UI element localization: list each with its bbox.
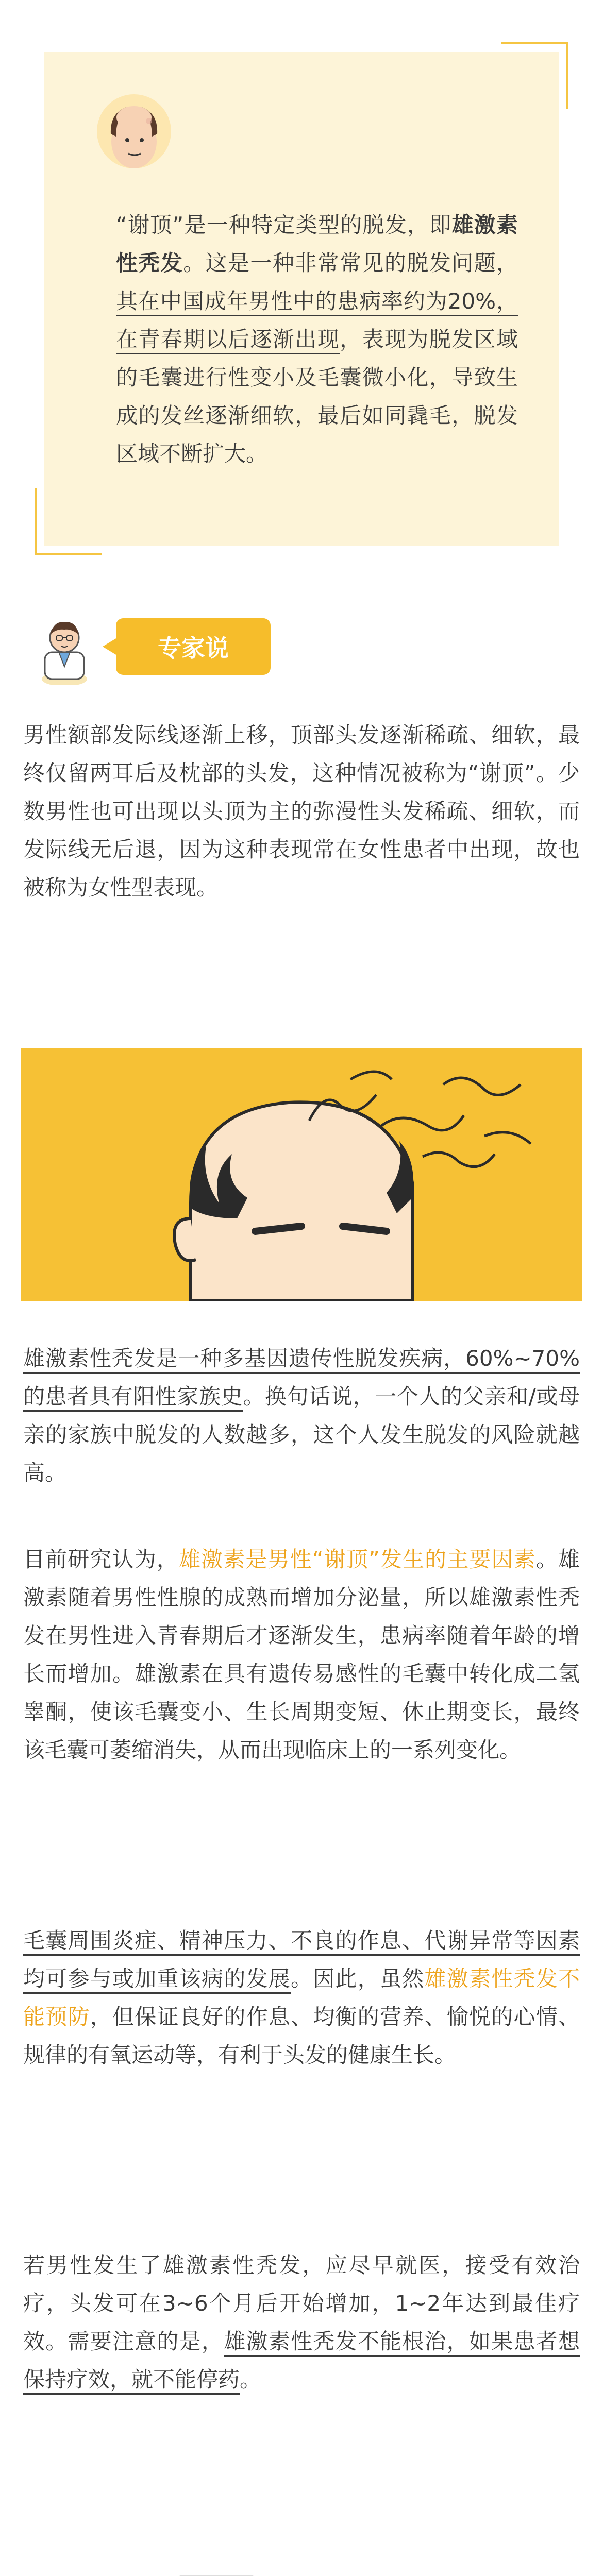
expert-paragraph — [23, 1540, 580, 1769]
paragraph-text: 。换句话说，一个人的父亲和/或母亲的家族中脱发的人数越多，这个人发生脱发的风险就越高。 — [23, 1384, 580, 1485]
paragraph-highlight: 雄激素性秃发不能根治，如果患者想保持疗效，就不能停药 — [23, 2329, 580, 2395]
expert-says-label: 专家说 — [116, 618, 271, 675]
intro-paragraph — [116, 206, 518, 473]
paragraph-text: 。 — [240, 2367, 262, 2392]
expert-paragraph: 男性额部发际线逐渐上移，顶部头发逐渐稀疏、细软，最终仅留两耳后及枕部的头发，这种情况被称为“谢顶”。少数男性也可出现以头顶为主的弥漫性头发稀疏、细软，而发际线无后退，因为这种表现常在女性患者中出现，故也被称为女性型表现。 — [23, 722, 580, 900]
paragraph-highlight: 雄激素性秃发是一种多基因遗传性脱发疾病，60%~70%的患者具有阳性家族史 — [23, 1346, 580, 1412]
balding-man-icon — [95, 93, 173, 170]
corner-decoration — [501, 42, 568, 109]
paragraph-emphasis: 雄激素性秃发不能预防 — [23, 1966, 580, 2029]
paragraph-emphasis: 雄激素是男性“谢顶”发生的主要因素 — [178, 1547, 536, 1572]
hair-loss-illustration — [21, 1048, 582, 1301]
paragraph-text: 。因此，虽然 — [290, 1966, 425, 1991]
paragraph-highlight: 毛囊周围炎症、精神压力、不良的作息、代谢异常等因素均可参与或加重该病的发展 — [23, 1928, 580, 1994]
medicine-bottles-illustration — [21, 2514, 582, 2576]
paragraph-text: ，但保证良好的作息、均衡的营养、愉悦的心情、规律的有氧运动等，有利于头发的健康生长。 — [23, 2004, 580, 2067]
paragraph-text: 目前研究认为， — [23, 1547, 179, 1572]
intro-term: 雄激素性秃发 — [116, 212, 518, 276]
intro-card — [44, 52, 559, 546]
expert-paragraph — [23, 1922, 580, 2074]
intro-text: “谢顶”是一种特定类型的脱发，即 — [116, 212, 452, 238]
intro-text: ，表现为脱发区域的毛囊进行性变小及毛囊微小化，导致生成的发丝逐渐细软，最后如同毳毛，脱发区域不断扩大。 — [116, 327, 518, 466]
corner-decoration — [35, 488, 102, 555]
paragraph-text: 。雄激素随着男性性腺的成熟而增加分泌量，所以雄激素性秃发在男性进入青春期后才逐渐发生，患病率随着年龄的增长而增加。雄激素在具有遗传易感性的毛囊中转化成二氢睾酮，使该毛囊变小、生长周期变短、休止期变长，最终该毛囊可萎缩消失，从而出现临床上的一系列变化。 — [23, 1547, 580, 1762]
expert-paragraph — [23, 1340, 580, 1492]
doctor-icon — [34, 613, 95, 685]
intro-highlight: 其在中国成年男性中的患病率约为20%，在青春期以后逐渐出现 — [116, 289, 518, 354]
intro-text: 。这是一种非常常见的脱发问题， — [183, 250, 518, 276]
paragraph-text: 若男性发生了雄激素性秃发，应尽早就医，接受有效治疗，头发可在3~6个月后开始增加，1~2年达到最佳疗效。需要注意的是， — [23, 2252, 580, 2354]
expert-paragraph — [23, 2246, 580, 2399]
